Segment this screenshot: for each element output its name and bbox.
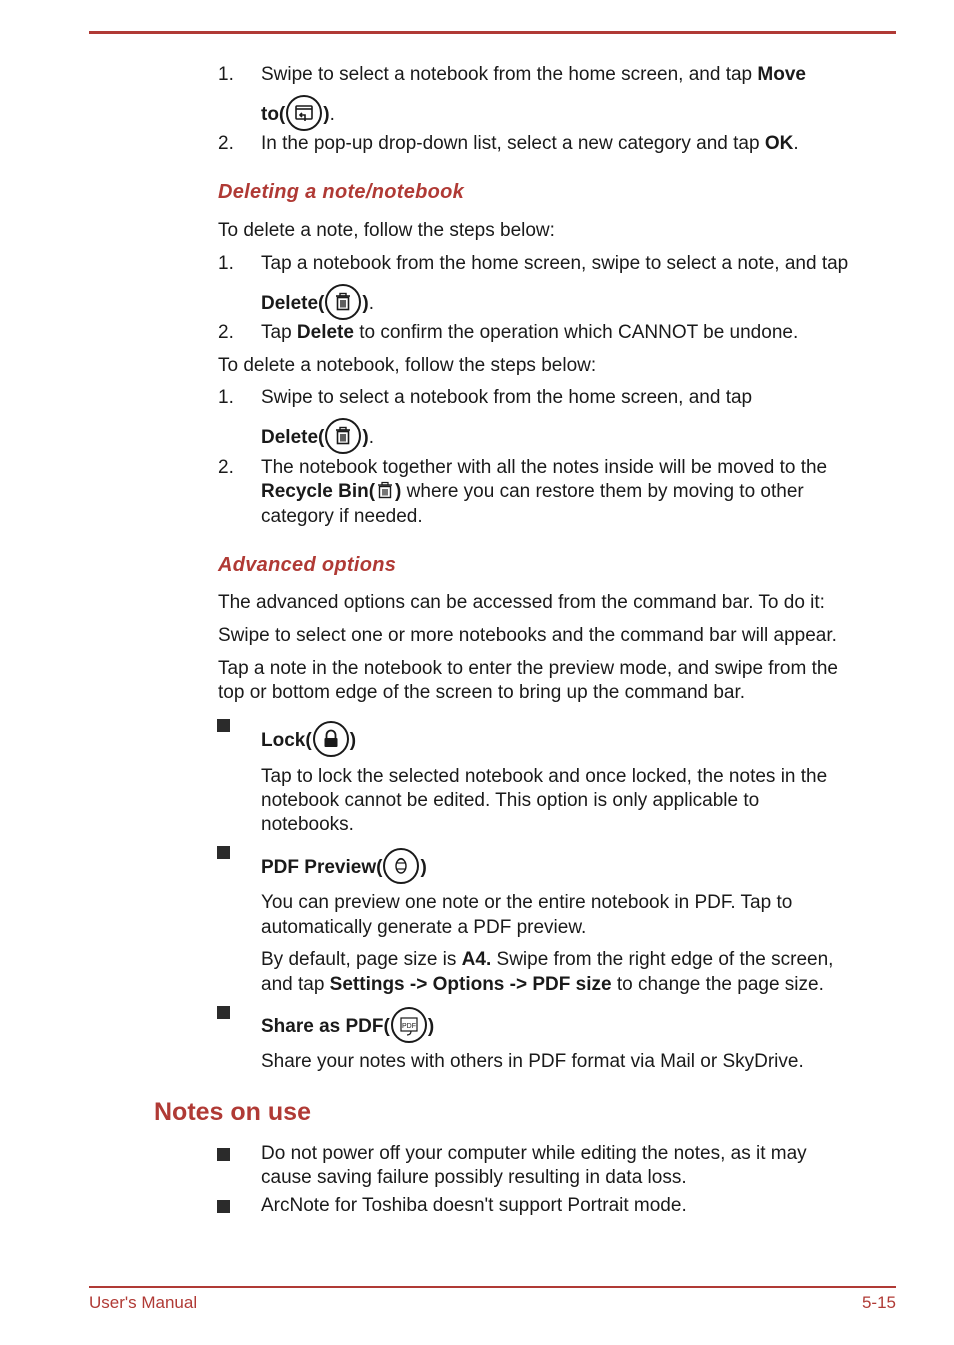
pdf-preview-desc-4: and tap Settings -> Options -> PDF size to change the page size. [261, 974, 824, 995]
svg-text:PDF: PDF [401, 1023, 416, 1030]
header-rule [89, 31, 896, 34]
pdf-preview-desc-1: You can preview one note or the entire notebook in PDF. Tap to [261, 892, 793, 913]
move-to-icon [286, 95, 322, 131]
bullet [217, 1148, 230, 1161]
notes-on-use-heading: Notes on use [154, 1098, 311, 1126]
lock-desc-3: notebooks. [261, 814, 354, 835]
move-step-1-text: Swipe to select a notebook from the home screen, and tap Move [261, 64, 806, 85]
delete-notebook-step-1-text: Swipe to select a notebook from the home screen, and tap [261, 387, 753, 408]
pdf-preview-desc-3: By default, page size is A4. Swipe from the right edge of the screen, [261, 949, 834, 970]
move-step-1-cont: to( ). [261, 97, 335, 133]
advanced-options-heading: Advanced options [218, 554, 397, 576]
advanced-p2: Swipe to select one or more notebooks and the command bar will appear. [218, 625, 837, 646]
delete-notebook-step-1-number: 1. [218, 387, 234, 408]
delete-notebook-step-2-line3: category if needed. [261, 506, 423, 527]
advanced-p3-line1: Tap a note in the notebook to enter the preview mode, and swipe from the [218, 658, 838, 679]
delete-notebook-step-2-line2: Recycle Bin( ) where you can restore them by moving to other [261, 481, 804, 502]
lock-desc-2: notebook cannot be edited. This option is only applicable to [261, 790, 760, 811]
deleting-heading: Deleting a note/notebook [218, 181, 465, 203]
delete-notebook-step-2-line1: The notebook together with all the notes inside will be moved to the [261, 457, 828, 478]
lock-icon [313, 721, 349, 757]
advanced-p3-line2: top or bottom edge of the screen to bring up the command bar. [218, 682, 746, 703]
share-pdf-desc: Share your notes with others in PDF format via Mail or SkyDrive. [261, 1051, 804, 1072]
delete-note-step-2-number: 2. [218, 322, 234, 343]
notes-item-2: ArcNote for Toshiba doesn't support Portrait mode. [261, 1195, 687, 1216]
delete-note-step-1-cont: Delete( ). [261, 286, 374, 322]
advanced-p1: The advanced options can be accessed from the command bar. To do it: [218, 592, 825, 613]
delete-note-intro: To delete a note, follow the steps below: [218, 220, 555, 241]
footer-page-number: 5-15 [861, 1293, 896, 1312]
delete-note-step-1-number: 1. [218, 253, 234, 274]
lock-desc-1: Tap to lock the selected notebook and once locked, the notes in the [261, 766, 828, 787]
trash-icon [325, 418, 361, 454]
move-step-1-number: 1. [218, 64, 234, 85]
delete-notebook-step-2-number: 2. [218, 457, 234, 478]
bullet [217, 846, 230, 859]
footer-rule [89, 1286, 896, 1288]
bullet [217, 1006, 230, 1019]
move-step-2-text: In the pop-up drop-down list, select a new category and tap OK. [261, 133, 799, 154]
pdf-preview-icon [383, 848, 419, 884]
share-pdf-option-title: Share as PDF( PDF ) [261, 1009, 434, 1045]
share-pdf-icon [391, 1007, 427, 1043]
pdf-preview-desc-2: automatically generate a PDF preview. [261, 917, 587, 938]
recycle-bin-icon [375, 480, 395, 500]
bullet [217, 719, 230, 732]
delete-notebook-intro: To delete a notebook, follow the steps below: [218, 355, 597, 376]
footer-manual-title: User's Manual [89, 1293, 198, 1312]
notes-item-1-line1: Do not power off your computer while editing the notes, as it may [261, 1143, 807, 1164]
trash-icon [325, 284, 361, 320]
pdf-preview-option-title: PDF Preview( ) [261, 850, 427, 886]
notes-item-1-line2: cause saving failure possibly resulting in data loss. [261, 1167, 687, 1188]
move-step-2-number: 2. [218, 133, 234, 154]
lock-option-title: Lock( ) [261, 723, 356, 759]
delete-note-step-1-text: Tap a notebook from the home screen, swipe to select a note, and tap [261, 253, 849, 274]
bullet [217, 1200, 230, 1213]
delete-note-step-2-text: Tap Delete to confirm the operation which CANNOT be undone. [261, 322, 799, 343]
delete-notebook-step-1-cont: Delete( ). [261, 420, 374, 456]
